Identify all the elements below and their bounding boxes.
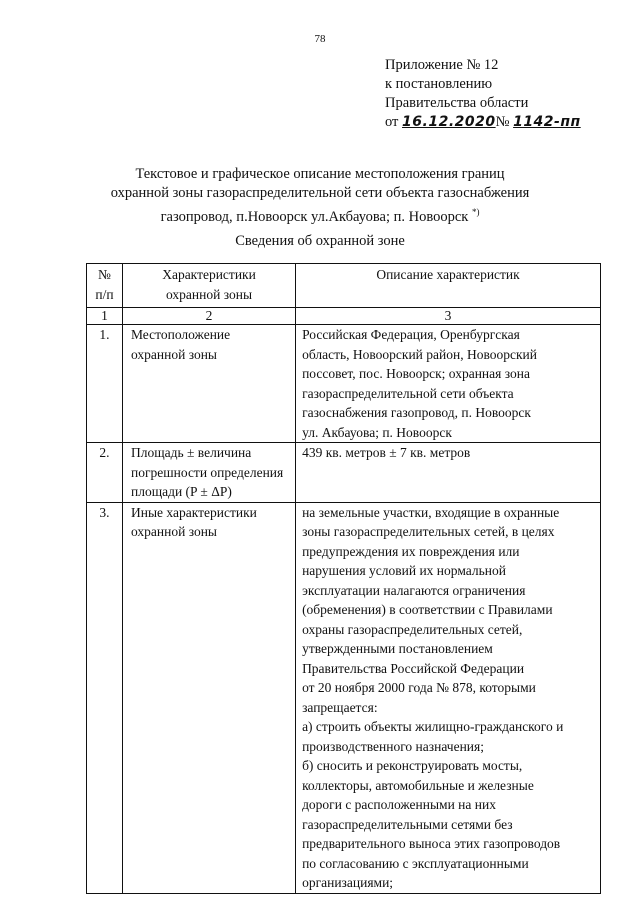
description-line: а) строить объекты жилищно-гражданского и [302, 719, 564, 734]
description-line: б) сносить и реконструировать мосты, [302, 758, 523, 773]
index-cell-2: 2 [122, 308, 295, 325]
table-index-row [87, 308, 601, 325]
row-characteristic [122, 443, 295, 503]
description-line: эксплуатации налагаются ограничения [302, 582, 526, 598]
footnote-mark: *) [471, 207, 480, 217]
description-line: дороги с расположенными на них [302, 797, 496, 812]
row-characteristic [122, 325, 295, 443]
description-line: организациями; [302, 875, 394, 890]
description-line: от 20 ноября 2000 года № 878, которыми [302, 680, 536, 695]
characteristic-line: охранной зоны [130, 524, 217, 539]
row-number: 3. [87, 502, 123, 893]
characteristic-line: площади (P ± ΔP) [130, 484, 232, 499]
row-description [296, 502, 601, 893]
index-cell-1: 1 [87, 308, 123, 325]
description-line: область, Новоорский район, Новоорский [302, 346, 538, 362]
table-row [87, 443, 601, 503]
section-subtitle: Сведения об охранной зоне [235, 233, 405, 249]
description-line: производственного назначения; [302, 738, 484, 754]
description-line: предупреждения их повреждения или [302, 543, 520, 559]
characteristic-line: Местоположение [130, 327, 231, 342]
characteristic-line: охранной зоны [130, 346, 217, 362]
number-sign: № [495, 114, 514, 130]
title-line-2: охранной зоны газораспределительной сети объекта газоснабжения [110, 185, 530, 201]
description-line: по согласованию с эксплуатационными [302, 855, 529, 871]
title-line-3 [60, 203, 580, 227]
description-line: Правительства Российской Федерации [302, 660, 525, 676]
characteristic-line: погрешности определения [130, 464, 284, 480]
handwritten-number: 1142-пп [513, 114, 581, 130]
description-line: на земельные участки, входящие в охранные [302, 504, 560, 520]
page-number: 78 [314, 33, 326, 45]
row-number: 1. [87, 325, 123, 443]
table-row [87, 325, 601, 443]
header-desc-line-1: Описание характеристик [376, 267, 520, 282]
row-characteristic [122, 502, 295, 893]
appendix-ot: от [385, 114, 403, 130]
description-line: поссовет, пос. Новоорск; охранная зона [302, 366, 530, 381]
header-num-line-1: № [98, 267, 111, 282]
header-description [296, 264, 601, 308]
zone-info-table [86, 263, 601, 894]
index-cell-3: 3 [296, 308, 601, 325]
description-line: ул. Акбауова; п. Новоорск [302, 424, 452, 440]
description-line: (обременения) в соответствии с Правилами [302, 602, 553, 617]
characteristic-line: Иные характеристики [130, 504, 257, 520]
description-line: газораспределительными сетями без [302, 816, 513, 832]
handwritten-date: 16.12.2020 [402, 114, 496, 130]
document-title [60, 165, 580, 227]
appendix-date-line [385, 113, 625, 132]
appendix-line-2: к постановлению [385, 76, 493, 92]
description-line: 439 кв. метров ± 7 кв. метров [302, 445, 471, 460]
appendix-block [385, 56, 625, 132]
description-line: утвержденными постановлением [302, 641, 493, 656]
description-line: коллекторы, автомобильные и железные [302, 777, 534, 793]
row-description [296, 325, 601, 443]
description-line: нарушения условий их нормальной [302, 563, 506, 578]
header-characteristic [122, 264, 295, 308]
table-header-row [87, 264, 601, 308]
appendix-line-3: Правительства области [385, 95, 529, 111]
row-number: 2. [87, 443, 123, 503]
row-description [296, 443, 601, 503]
description-line: охраны газораспределительных сетей, [302, 621, 523, 637]
header-num [87, 264, 123, 308]
description-line: Российская Федерация, Оренбургская [302, 327, 520, 342]
appendix-title: Приложение № 12 [385, 57, 499, 73]
description-line: газораспределительной сети объекта [302, 385, 514, 401]
description-line: предварительного выноса этих газопроводов [302, 836, 561, 851]
description-line: запрещается: [302, 699, 378, 715]
table-row [87, 502, 601, 893]
title-line-3-text: газопровод, п.Новоорск ул.Акбауова; п. Новоорск [160, 208, 469, 225]
characteristic-line: Площадь ± величина [130, 445, 252, 460]
description-line: зоны газораспределительных сетей, в целях [302, 524, 555, 539]
description-line: газоснабжения газопровод, п. Новоорск [302, 405, 531, 420]
title-line-1: Текстовое и графическое описание местоположения границ [135, 166, 505, 182]
header-char-line-1: Характеристики [162, 267, 256, 282]
header-num-line-2: п/п [95, 286, 114, 302]
header-char-line-2: охранной зоны [166, 286, 253, 302]
